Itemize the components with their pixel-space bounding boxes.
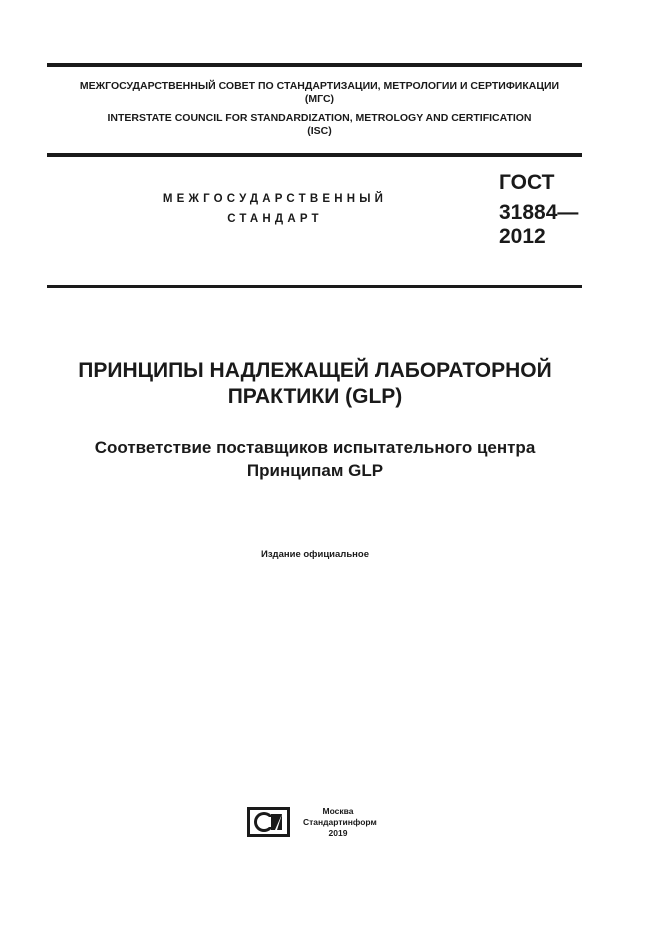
- document-title: [40, 358, 590, 410]
- title-line1: ПРИНЦИПЫ НАДЛЕЖАЩЕЙ ЛАБОРАТОРНОЙ: [78, 359, 552, 382]
- gost-label: ГОСТ: [499, 171, 555, 194]
- council-en-name: INTERSTATE COUNCIL FOR STANDARDIZATION, METROLOGY AND CERTIFICATION: [107, 112, 532, 124]
- top-rule: [47, 63, 582, 67]
- publisher-year: 2019: [328, 828, 348, 838]
- standard-type-line2: СТАНДАРТ: [227, 213, 323, 225]
- publisher-block: [303, 806, 377, 839]
- publisher-name: Стандартинформ: [303, 817, 377, 827]
- council-block: [47, 80, 592, 138]
- edition-note: Издание официальное: [261, 549, 369, 560]
- council-bottom-rule: [47, 153, 582, 157]
- gost-number: 31884—: [499, 201, 579, 224]
- standard-bottom-rule: [47, 285, 582, 288]
- standard-type-line1: МЕЖГОСУДАРСТВЕННЫЙ: [162, 193, 388, 205]
- gost-year: 2012: [499, 225, 546, 248]
- council-en-abbr: (ISC): [307, 125, 332, 137]
- standartinform-logo-icon: [247, 807, 290, 837]
- subtitle-line2: Принципам GLP: [246, 461, 384, 480]
- subtitle-line1: Соответствие поставщиков испытательного центра: [94, 438, 536, 457]
- document-subtitle: [40, 436, 590, 482]
- gost-designation: [499, 171, 578, 249]
- publisher-city: Москва: [322, 806, 354, 816]
- council-ru-abbr: (МГС): [304, 93, 335, 105]
- council-ru-name: МЕЖГОСУДАРСТВЕННЫЙ СОВЕТ ПО СТАНДАРТИЗАЦИИ, МЕТРОЛОГИИ И СЕРТИФИКАЦИИ: [79, 80, 560, 92]
- title-line2: ПРАКТИКИ (GLP): [227, 385, 403, 408]
